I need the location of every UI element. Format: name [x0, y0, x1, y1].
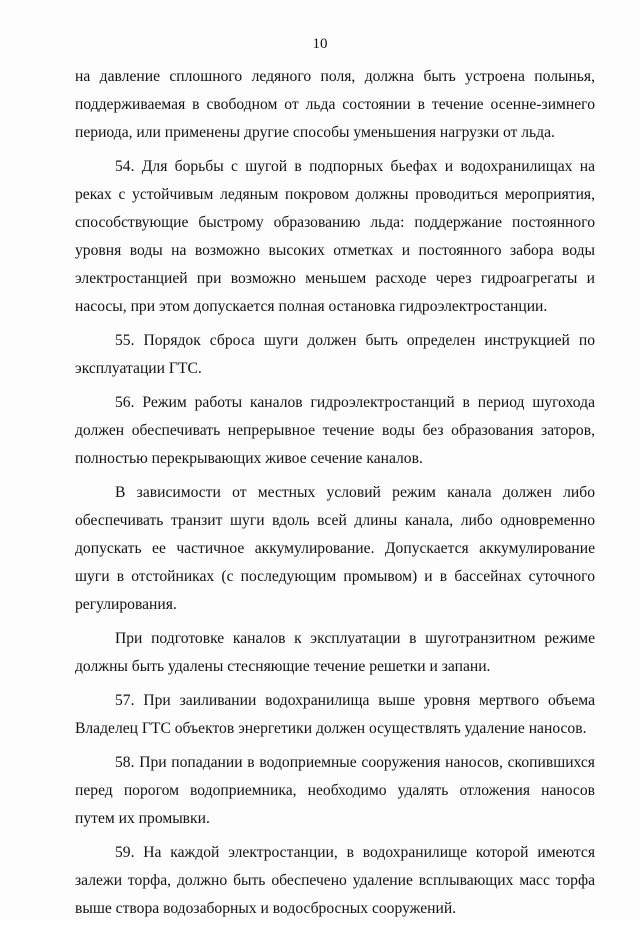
document-body	[75, 63, 595, 929]
paragraph-58: 58. При попадании в водоприемные сооружения наносов, скопившихся перед порогом водоприемника, необходимо удалять отложения наносов путем их промывки.	[75, 754, 595, 827]
paragraph-59: 59. На каждой электростанции, в водохранилище которой имеются залежи торфа, должно быть обеспечено удаление всплывающих масс торфа выше створа водозаборных и водосбросных сооружений.	[75, 844, 595, 917]
paragraph-continuation: на давление сплошного ледяного поля, должна быть устроена полынья, поддерживаемая в свободном от льда состоянии в течение осенне-зимнего периода, или применены другие способы уменьшения нагрузки от льда.	[75, 68, 595, 141]
paragraph-56: 56. Режим работы каналов гидроэлектростанций в период шугохода должен обеспечивать непрерывное течение воды без образования заторов, полностью перекрывающих живое сечение каналов.	[75, 394, 595, 467]
paragraph-56-preparation: При подготовке каналов к эксплуатации в шуготранзитном режиме должны быть удалены стесняющие течение решетки и запани.	[75, 630, 595, 675]
page-number: 10	[312, 36, 328, 52]
paragraph-54: 54. Для борьбы с шугой в подпорных бьефах и водохранилищах на реках с устойчивым ледяным покровом должны проводиться мероприятия, способствующие быстрому образованию льда: поддержание постоянного уровня воды на возможно высоких отметках и постоянного забора воды электростанцией при возможно меньшем расходе через гидроагрегаты и насосы, при этом допускается полная остановка гидроэлектростанции.	[75, 158, 595, 315]
paragraph-57: 57. При заиливании водохранилища выше уровня мертвого объема Владелец ГТС объектов энергетики должен осуществлять удаление наносов.	[75, 692, 595, 737]
paragraph-56-regime: В зависимости от местных условий режим канала должен либо обеспечивать транзит шуги вдоль всей длины канала, либо одновременно допускать ее частичное аккумулирование. Допускается аккумулирование шуги в отстойниках (с последующим промывом) и в бассейнах суточного регулирования.	[75, 484, 595, 613]
paragraph-55: 55. Порядок сброса шуги должен быть определен инструкцией по эксплуатации ГТС.	[75, 332, 595, 377]
